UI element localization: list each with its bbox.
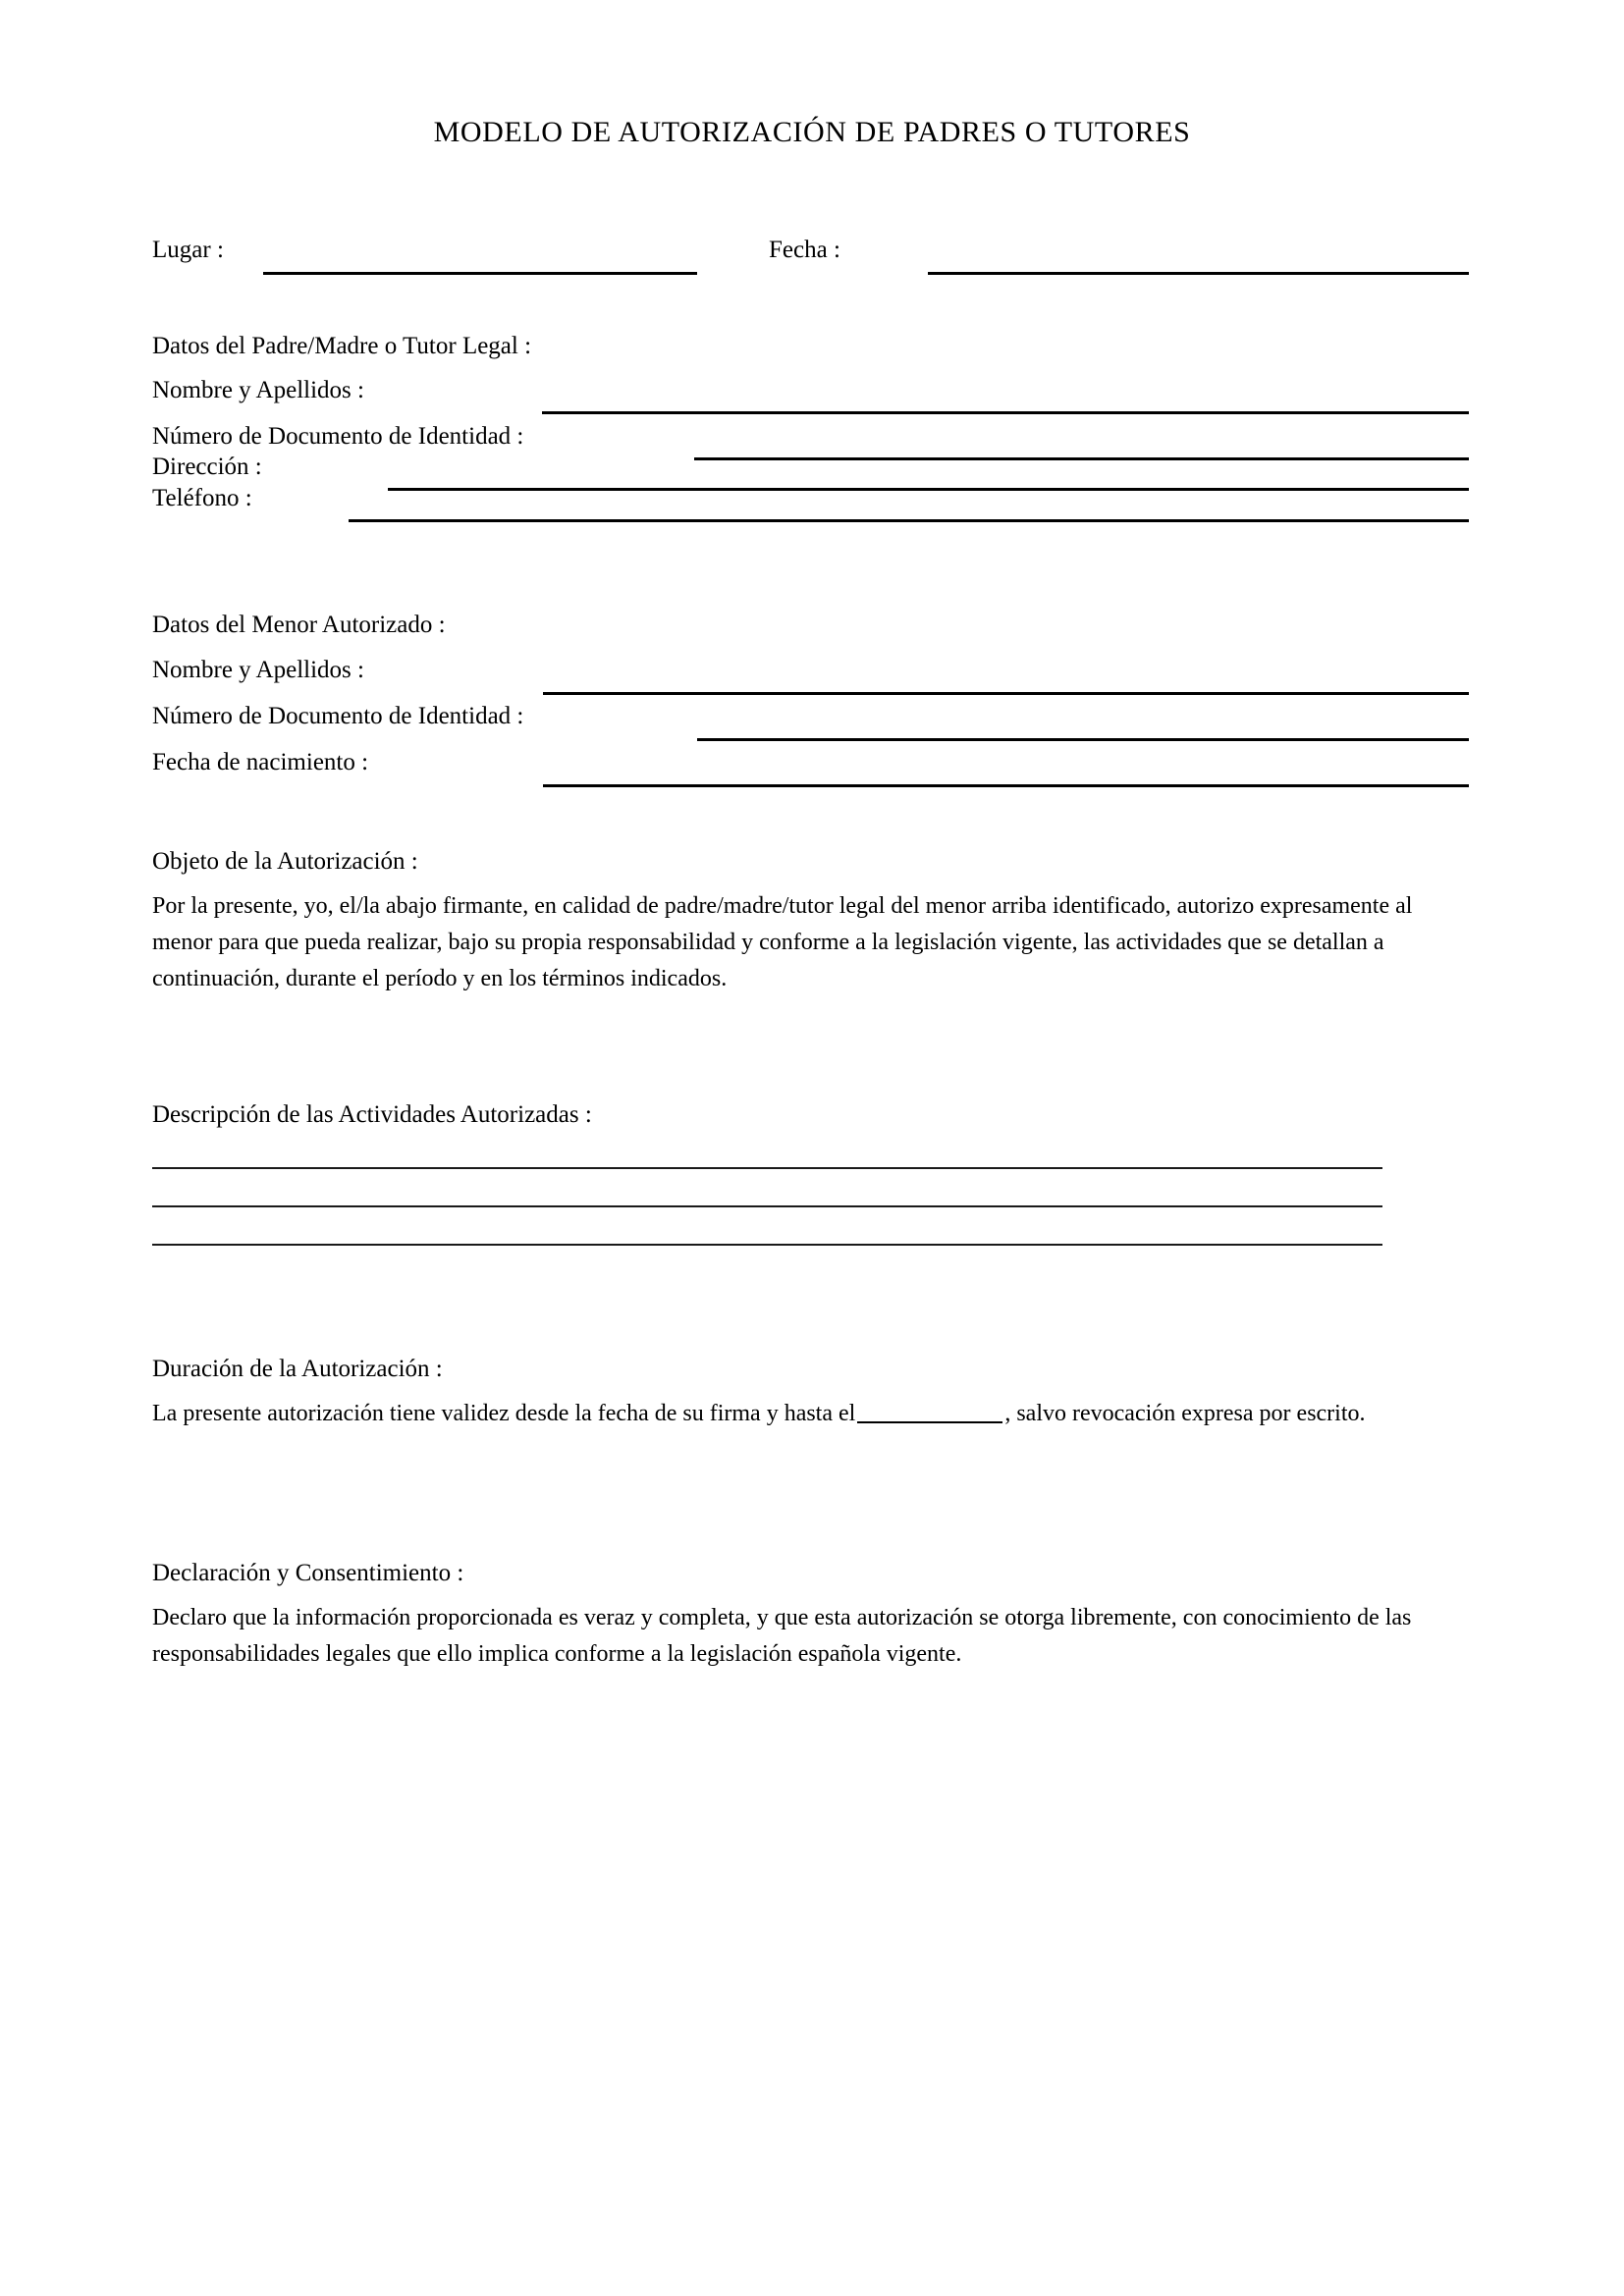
field-label-guardian-dni: Número de Documento de Identidad : <box>152 423 524 450</box>
paragraph-duration <box>152 1396 1473 1432</box>
activities-blank-line-3[interactable] <box>152 1244 1382 1246</box>
field-input-fecha[interactable] <box>928 272 1469 275</box>
field-input-guardian-nombre[interactable] <box>542 411 1469 414</box>
field-label-guardian-direccion: Dirección : <box>152 454 262 480</box>
field-label-minor-nombre: Nombre y Apellidos : <box>152 657 364 683</box>
paragraph-declaration: Declaro que la información proporcionada es veraz y completa, y que esta autorización se otorga libremente, con conocimiento de las responsabilidades legales que ello implica conforme a la legislación española vigente. <box>152 1605 1412 1667</box>
section-heading-minor: Datos del Menor Autorizado : <box>152 612 446 638</box>
field-input-lugar[interactable] <box>263 272 697 275</box>
field-label-minor-nacimiento: Fecha de nacimiento : <box>152 749 369 775</box>
duration-text-before: La presente autorización tiene validez desde la fecha de su firma y hasta el <box>152 1401 856 1426</box>
field-label-lugar: Lugar : <box>152 237 224 263</box>
field-input-minor-nombre[interactable] <box>543 692 1469 695</box>
duration-blank-input[interactable] <box>857 1421 1002 1423</box>
page-title: MODELO DE AUTORIZACIÓN DE PADRES O TUTORES <box>433 116 1191 148</box>
field-input-minor-dni[interactable] <box>697 738 1469 741</box>
field-input-minor-nacimiento[interactable] <box>543 784 1469 787</box>
field-label-minor-dni: Número de Documento de Identidad : <box>152 703 524 729</box>
field-input-guardian-dni[interactable] <box>694 457 1469 460</box>
paragraph-purpose: Por la presente, yo, el/la abajo firmante, en calidad de padre/madre/tutor legal del menor arriba identificado, autorizo expresamente al menor para que pueda realizar, bajo su propia responsabilidad y conforme a la legislación vigente, las actividades que se detallan a continuación, durante el período y en los términos indicados. <box>152 893 1413 991</box>
section-heading-activities: Descripción de las Actividades Autorizadas : <box>152 1101 592 1128</box>
duration-text-after: , salvo revocación expresa por escrito. <box>1004 1401 1366 1426</box>
field-label-guardian-nombre: Nombre y Apellidos : <box>152 377 364 403</box>
section-heading-duration: Duración de la Autorización : <box>152 1356 443 1382</box>
section-heading-purpose: Objeto de la Autorización : <box>152 848 418 875</box>
activities-blank-line-2[interactable] <box>152 1205 1382 1207</box>
field-label-fecha: Fecha : <box>769 237 840 263</box>
field-input-guardian-telefono[interactable] <box>349 519 1469 522</box>
section-heading-guardian: Datos del Padre/Madre o Tutor Legal : <box>152 333 532 359</box>
field-label-guardian-telefono: Teléfono : <box>152 485 252 511</box>
activities-blank-line-1[interactable] <box>152 1167 1382 1169</box>
field-input-guardian-direccion[interactable] <box>388 488 1469 491</box>
section-heading-declaration: Declaración y Consentimiento : <box>152 1560 464 1586</box>
